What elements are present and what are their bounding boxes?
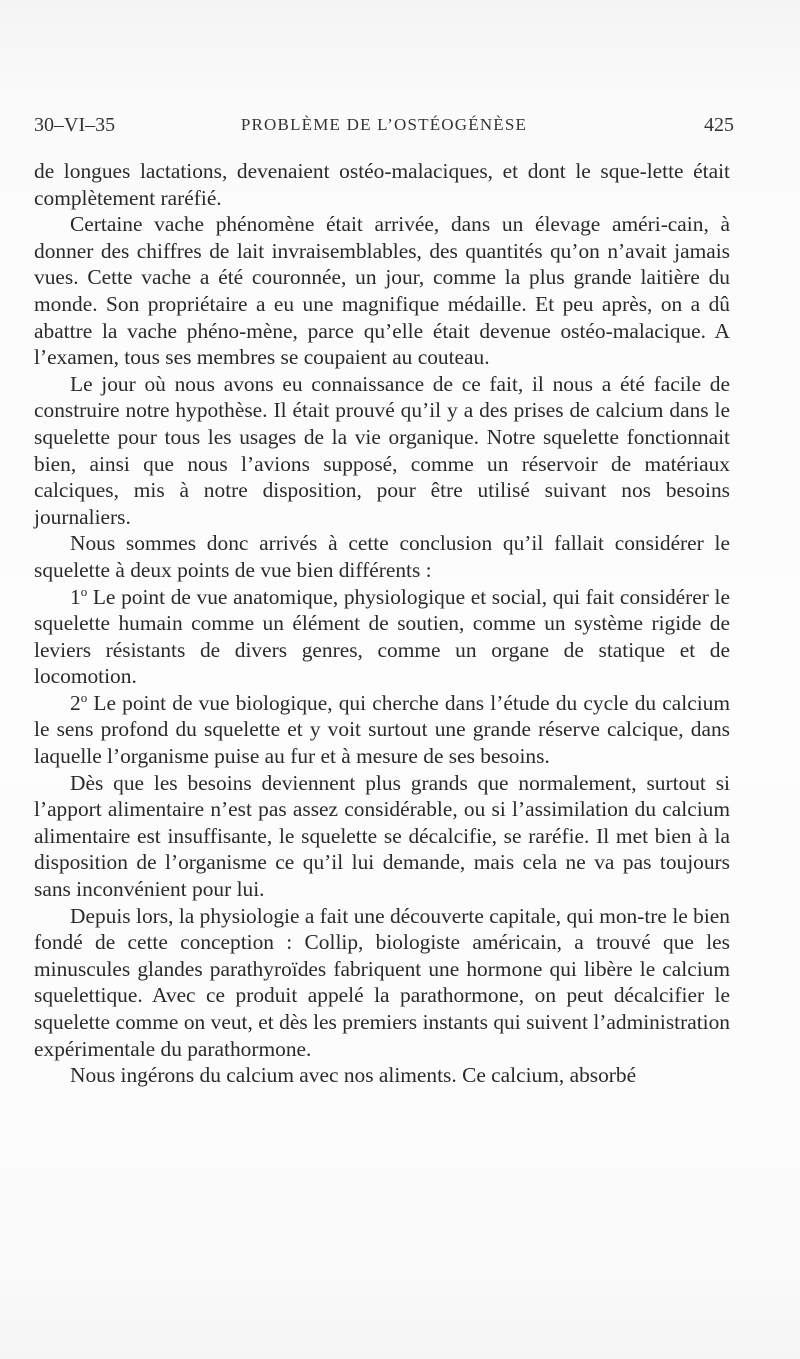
paragraph: Le jour où nous avons eu connaissance de ce fait, il nous a été facile de construire notre hypothèse. Il était prouvé qu’il y a des prises de calcium dans le squelette pour tous les usages de la vie organique. Notre squelette fonctionnait bien, ainsi que nous l’avions supposé, comme un réservoir de matériaux calciques, mis à notre disposition, pour être utilisé suivant nos besoins journaliers. — [34, 371, 730, 529]
header-date: 30–VI–35 — [34, 114, 116, 136]
paragraph: Nous sommes donc arrivés à cette conclusion qu’il fallait considérer le squelette à deux points de vue bien différents : — [34, 531, 730, 582]
body-text — [34, 158, 730, 1089]
paragraph: Certaine vache phénomène était arrivée, dans un élevage améri-cain, à donner des chiffres de lait invraisemblables, des quantités qu’on n’avait jamais vues. Cette vache a été couronnée, un jour, comme la plus grande laitière du monde. Son propriétaire a eu une magnifique médaille. Et peu après, on a dû abattre la vache phéno-mène, parce qu’elle était devenue ostéo-malacique. A l’examen, tous ses membres se coupaient au couteau. — [34, 212, 730, 370]
header-title: PROBLÈME DE L’OSTÉOGÉNÈSE — [240, 115, 528, 134]
point-text: Le point de vue anatomique, physiologique et social, qui fait considérer le squelette humain comme un élément de soutien, comme un système rigide de leviers résistants de divers genres, comme un organe de statique et de locomotion. — [34, 584, 730, 689]
paragraph: Dès que les besoins deviennent plus grands que normalement, surtout si l’apport alimentaire n’est pas assez considérable, ou si l’assimilation du calcium alimentaire est insuffisante, le squelette se décalcifie, se raréfie. Il met bien à la disposition de l’organisme ce qu’il lui demande, mais cela ne va pas toujours sans inconvénient pour lui. — [34, 770, 730, 902]
page-number: 425 — [704, 114, 734, 136]
point-item-2 — [34, 690, 730, 770]
point-text: Le point de vue biologique, qui cherche dans l’étude du cycle du calcium le sens profond du squelette et y voit surtout une grande réserve calcique, dans laquelle l’organisme puise au fur et à mesure de ses besoins. — [34, 690, 730, 769]
point-number: 1 — [70, 584, 81, 609]
point-ordinal: o — [80, 689, 88, 705]
paragraph: Nous ingérons du calcium avec nos aliments. Ce calcium, absorbé — [70, 1063, 637, 1088]
point-item-1 — [34, 584, 730, 690]
point-ordinal: o — [80, 583, 88, 599]
paragraph-continued: de longues lactations, devenaient ostéo-malaciques, et dont le sque-lette était complètement raréfié. — [34, 159, 730, 210]
running-header — [34, 108, 734, 142]
point-number: 2 — [70, 690, 81, 715]
paragraph: Depuis lors, la physiologie a fait une découverte capitale, qui mon-tre le bien fondé de cette conception : Collip, biologiste américain, a trouvé que les minuscules glandes parathyroïdes fabriquent une hormone qui libère le calcium squelettique. Avec ce produit appelé la parathormone, on peut décalcifier le squelette comme on veut, et dès les premiers instants qui suivent l’administration expérimentale du parathormone. — [34, 903, 730, 1061]
